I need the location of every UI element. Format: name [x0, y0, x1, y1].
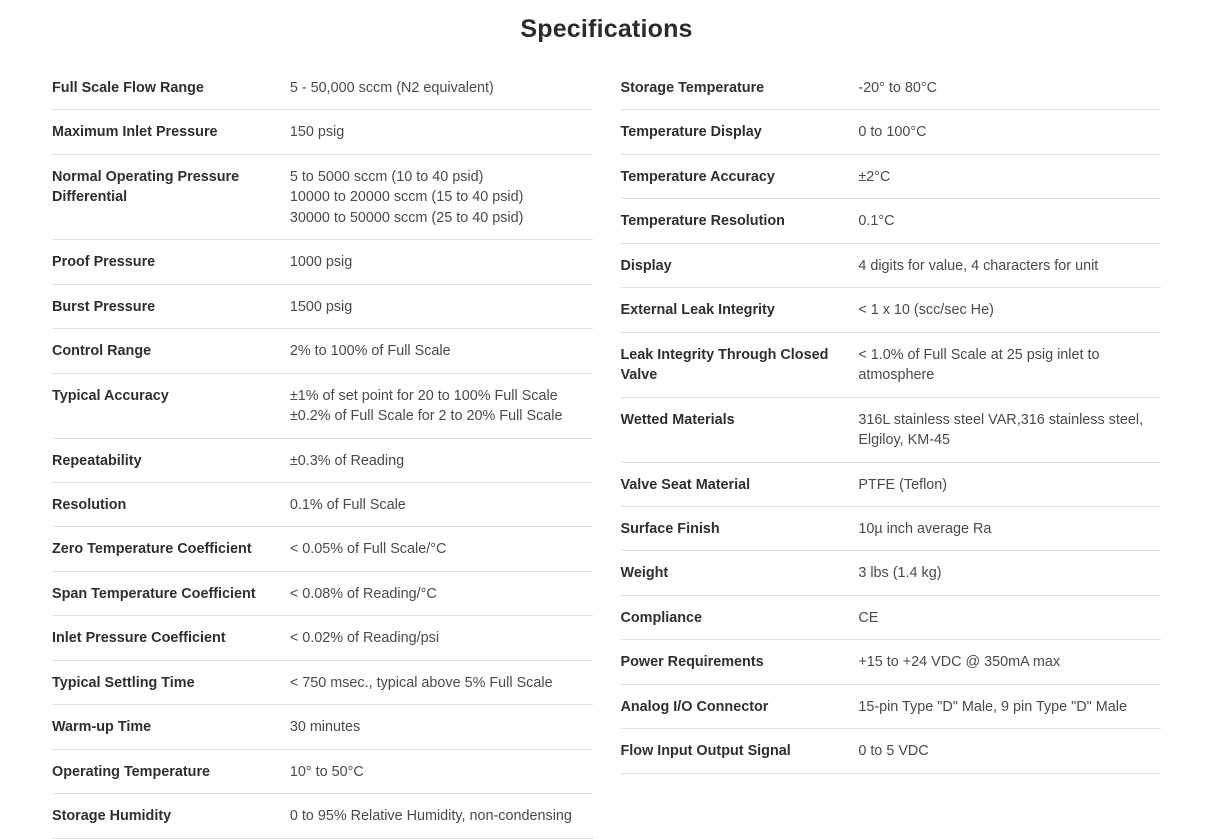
spec-value-line: 5 to 5000 sccm (10 to 40 psid): [289, 168, 484, 185]
spec-value: [290, 527, 593, 571]
spec-value: [858, 551, 1161, 595]
spec-row: [621, 506, 1162, 550]
spec-row: [621, 154, 1162, 198]
spec-value-line: 4 digits for value, 4 characters for unit: [858, 257, 1099, 274]
spec-value: [290, 240, 593, 284]
spec-row: [621, 595, 1162, 639]
spec-row: [52, 240, 593, 284]
spec-value-line: 1000 psig: [289, 254, 353, 271]
spec-value: [858, 595, 1161, 639]
left-spec-table-body: [52, 66, 593, 838]
spec-row: [52, 438, 593, 482]
spec-row: [621, 243, 1162, 287]
spec-value-line: 0.1% of Full Scale: [289, 496, 406, 513]
spec-label: Surface Finish: [620, 520, 720, 537]
spec-value: [858, 506, 1161, 550]
spec-value-line: 2% to 100% of Full Scale: [289, 343, 451, 360]
spec-value-line: 0 to 5 VDC: [858, 743, 929, 760]
spec-value: [290, 373, 593, 438]
spec-value: [858, 462, 1161, 506]
spec-label: Temperature Resolution: [620, 213, 785, 230]
spec-label: Power Requirements: [620, 654, 764, 671]
spec-row: [52, 749, 593, 793]
spec-label: Storage Temperature: [620, 80, 765, 96]
spec-row: [52, 66, 593, 110]
spec-label: Burst Pressure: [52, 298, 156, 315]
spec-value-line: ±2°C: [858, 168, 891, 185]
spec-value: [290, 329, 593, 373]
spec-label: Operating Temperature: [52, 763, 211, 780]
spec-value: [858, 684, 1161, 728]
spec-value: [290, 660, 593, 704]
spec-value: [290, 794, 593, 838]
spec-label: Typical Settling Time: [52, 674, 195, 691]
spec-value: [290, 438, 593, 482]
spec-value: [290, 110, 593, 154]
spec-value-line: 0.1°C: [858, 213, 895, 230]
spec-value: [858, 397, 1161, 462]
spec-value: [290, 482, 593, 526]
spec-value-line: 316L stainless steel VAR,316 stainless steel,: [858, 411, 1144, 428]
spec-value-line: CE: [858, 609, 879, 626]
spec-value: [858, 640, 1161, 684]
spec-value: [858, 288, 1161, 332]
spec-row: [621, 110, 1162, 154]
spec-label: Temperature Display: [620, 124, 762, 141]
spec-value-line: Elgiloy, KM-45: [858, 432, 951, 449]
spec-value-line: < 1 x 10 (scc/sec He): [858, 302, 994, 319]
spec-value-line: ±0.2% of Full Scale for 2 to 20% Full Scale: [289, 408, 563, 425]
spec-value-line: 0 to 95% Relative Humidity, non-condensing: [289, 808, 572, 825]
spec-value: [290, 154, 593, 239]
spec-value: [290, 705, 593, 749]
spec-row: [52, 329, 593, 373]
spec-row: [52, 482, 593, 526]
spec-label: Zero Temperature Coefficient: [52, 541, 252, 558]
spec-row: [621, 288, 1162, 332]
spec-label: Span Temperature Coefficient: [52, 585, 256, 602]
spec-label: Leak Integrity Through Closed Valve: [620, 346, 829, 384]
spec-label: Control Range: [52, 343, 152, 360]
spec-value: [858, 729, 1161, 773]
specifications-columns: [0, 66, 1213, 839]
spec-row: [621, 199, 1162, 243]
spec-value: [290, 616, 593, 660]
spec-label: Proof Pressure: [52, 254, 156, 271]
spec-value: [290, 66, 593, 110]
left-spec-column: [52, 66, 593, 839]
spec-label: Resolution: [52, 496, 127, 513]
spec-row: [52, 705, 593, 749]
spec-value-line: 1500 psig: [289, 298, 353, 315]
spec-row: [52, 616, 593, 660]
spec-row: [52, 794, 593, 838]
spec-value-line: 30 minutes: [289, 719, 361, 736]
spec-value-line: 10° to 50°C: [289, 763, 364, 780]
spec-label: Repeatability: [52, 452, 142, 469]
spec-row: [621, 551, 1162, 595]
spec-value-line: atmosphere: [858, 367, 935, 384]
spec-row: [621, 462, 1162, 506]
spec-label: Compliance: [620, 609, 703, 626]
spec-value-line: -20° to 80°C: [858, 80, 938, 96]
spec-label: Temperature Accuracy: [620, 168, 775, 185]
spec-row: [52, 373, 593, 438]
right-spec-table-body: [621, 66, 1162, 773]
spec-label: Valve Seat Material: [620, 476, 751, 493]
spec-value-line: < 0.05% of Full Scale/°C: [289, 541, 447, 558]
spec-row: [52, 154, 593, 239]
spec-row: [52, 571, 593, 615]
spec-value-line: ±0.3% of Reading: [289, 452, 405, 469]
spec-value-line: 15-pin Type "D" Male, 9 pin Type "D" Male: [858, 698, 1127, 715]
spec-row: [621, 684, 1162, 728]
spec-value: [290, 749, 593, 793]
spec-label: Warm-up Time: [52, 719, 152, 736]
page-title: Specifications: [520, 15, 693, 43]
spec-value-line: < 0.08% of Reading/°C: [289, 585, 437, 602]
spec-value-line: ±1% of set point for 20 to 100% Full Scale: [289, 387, 558, 404]
spec-value-line: 150 psig: [289, 124, 345, 141]
spec-label: Flow Input Output Signal: [620, 743, 791, 760]
left-spec-table: [52, 66, 593, 839]
spec-label: Inlet Pressure Coefficient: [52, 630, 226, 647]
spec-label: Full Scale Flow Range: [52, 80, 204, 96]
right-spec-table: [621, 66, 1162, 774]
spec-row: [621, 332, 1162, 397]
spec-value-line: < 0.02% of Reading/psi: [289, 630, 440, 647]
spec-row: [621, 66, 1162, 110]
spec-value-line: < 1.0% of Full Scale at 25 psig inlet to: [858, 346, 1100, 363]
spec-value: [290, 571, 593, 615]
spec-value: [858, 332, 1161, 397]
spec-label: Wetted Materials: [620, 411, 735, 428]
spec-label: Normal Operating Pressure Differential: [52, 168, 240, 206]
spec-value-line: PTFE (Teflon): [858, 476, 948, 493]
spec-row: [52, 284, 593, 328]
spec-value-line: 5 - 50,000 sccm (N2 equivalent): [289, 80, 494, 96]
spec-label: Display: [620, 257, 672, 274]
spec-label: Analog I/O Connector: [620, 698, 769, 715]
spec-value: [858, 199, 1161, 243]
spec-value: [858, 110, 1161, 154]
spec-value: [858, 154, 1161, 198]
spec-row: [52, 660, 593, 704]
spec-value-line: +15 to +24 VDC @ 350mA max: [858, 654, 1061, 671]
spec-value: [858, 243, 1161, 287]
spec-value: [290, 284, 593, 328]
spec-value-line: < 750 msec., typical above 5% Full Scale: [289, 674, 553, 691]
spec-label: Typical Accuracy: [52, 387, 169, 404]
spec-row: [52, 527, 593, 571]
spec-value-line: 30000 to 50000 sccm (25 to 40 psid): [289, 209, 524, 226]
spec-row: [621, 640, 1162, 684]
spec-label: Storage Humidity: [52, 808, 172, 825]
spec-value-line: 3 lbs (1.4 kg): [858, 565, 942, 582]
spec-row: [621, 729, 1162, 773]
spec-row: [621, 397, 1162, 462]
spec-row: [52, 110, 593, 154]
spec-value: [858, 66, 1161, 110]
spec-label: External Leak Integrity: [620, 302, 775, 319]
right-spec-column: [621, 66, 1162, 839]
spec-value-line: 10000 to 20000 sccm (15 to 40 psid): [289, 189, 524, 206]
spec-label: Weight: [620, 565, 669, 582]
spec-value-line: 10µ inch average Ra: [858, 520, 992, 537]
spec-value-line: 0 to 100°C: [858, 124, 927, 141]
spec-label: Maximum Inlet Pressure: [52, 124, 218, 141]
